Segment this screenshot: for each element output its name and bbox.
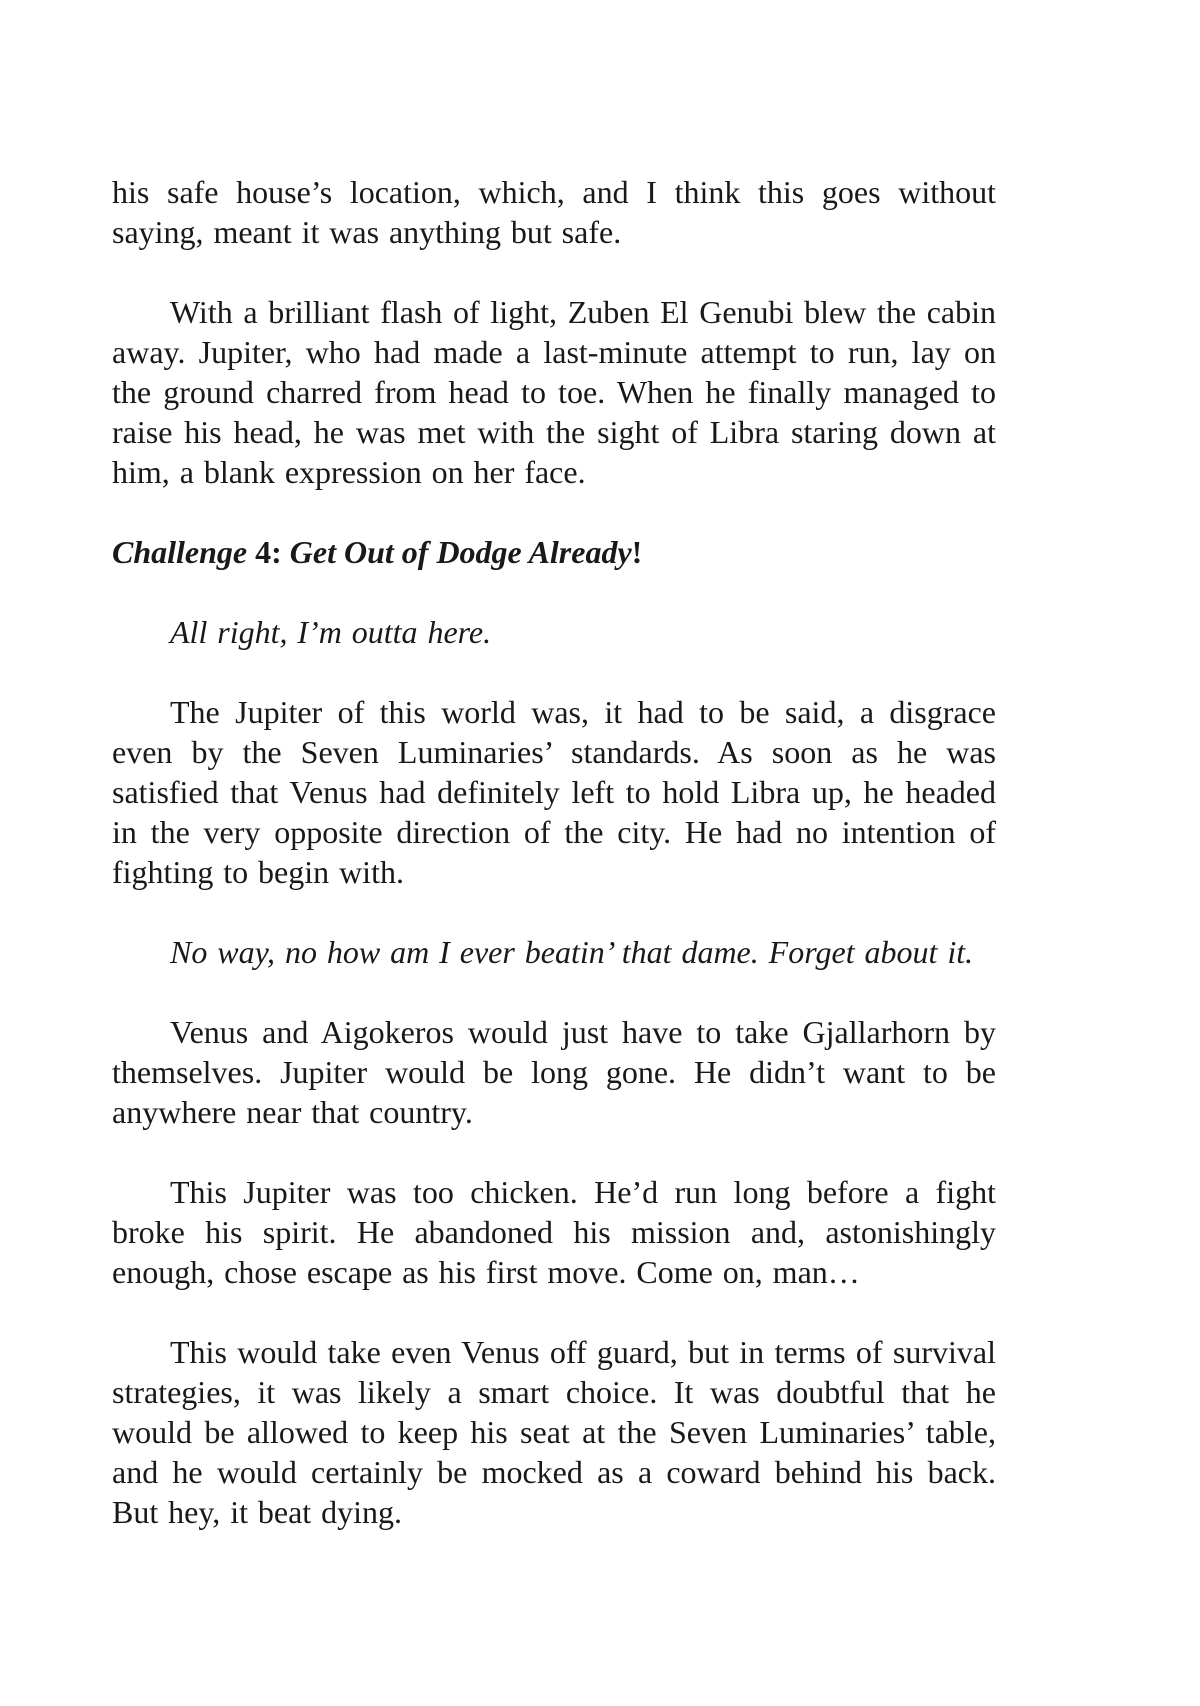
body-paragraph-survival: This would take even Venus off guard, but in terms of survival strategies, it was likely a smart choice. It was doubtful that he would be allowed to keep his seat at the Seven Luminaries’ table, and he would certainly be mocked as a coward behind his back. But hey, it beat dying. — [112, 1334, 996, 1530]
inner-monologue-no-way: No way, no how am I ever beatin’ that dame. Forget about it. — [170, 934, 974, 970]
text-column — [112, 172, 996, 1532]
body-paragraph-disgrace: The Jupiter of this world was, it had to be said, a disgrace even by the Seven Luminaries’ standards. As soon as he was satisfied that Venus had definitely left to hold Libra up, he headed in the very opposite direction of the city. He had no intention of fighting to begin with. — [112, 694, 996, 890]
continuation-paragraph: his safe house’s location, which, and I think this goes without saying, meant it was anything but safe. — [112, 174, 996, 250]
inner-monologue-outta-here: All right, I’m outta here. — [170, 614, 492, 650]
chapter-heading — [112, 532, 996, 572]
chapter-heading-number: 4: — [247, 534, 290, 570]
chapter-heading-label: Challenge — [112, 534, 248, 570]
chapter-heading-title: Get Out of Dodge Already — [289, 534, 632, 570]
body-paragraph-chicken: This Jupiter was too chicken. He’d run long before a fight broke his spirit. He abandoned his mission and, astonishingly enough, chose escape as his first move. Come on, man… — [112, 1174, 996, 1290]
chapter-heading-exclamation: ! — [631, 534, 643, 570]
body-paragraph-flash: With a brilliant flash of light, Zuben El Genubi blew the cabin away. Jupiter, who had made a last-minute attempt to run, lay on the ground charred from head to toe. When he finally managed to raise his head, he was met with the sight of Libra staring down at him, a blank expression on her face. — [112, 294, 996, 490]
body-paragraph-gjallarhorn: Venus and Aigokeros would just have to take Gjallarhorn by themselves. Jupiter would be long gone. He didn’t want to be anywhere near that country. — [112, 1014, 996, 1130]
